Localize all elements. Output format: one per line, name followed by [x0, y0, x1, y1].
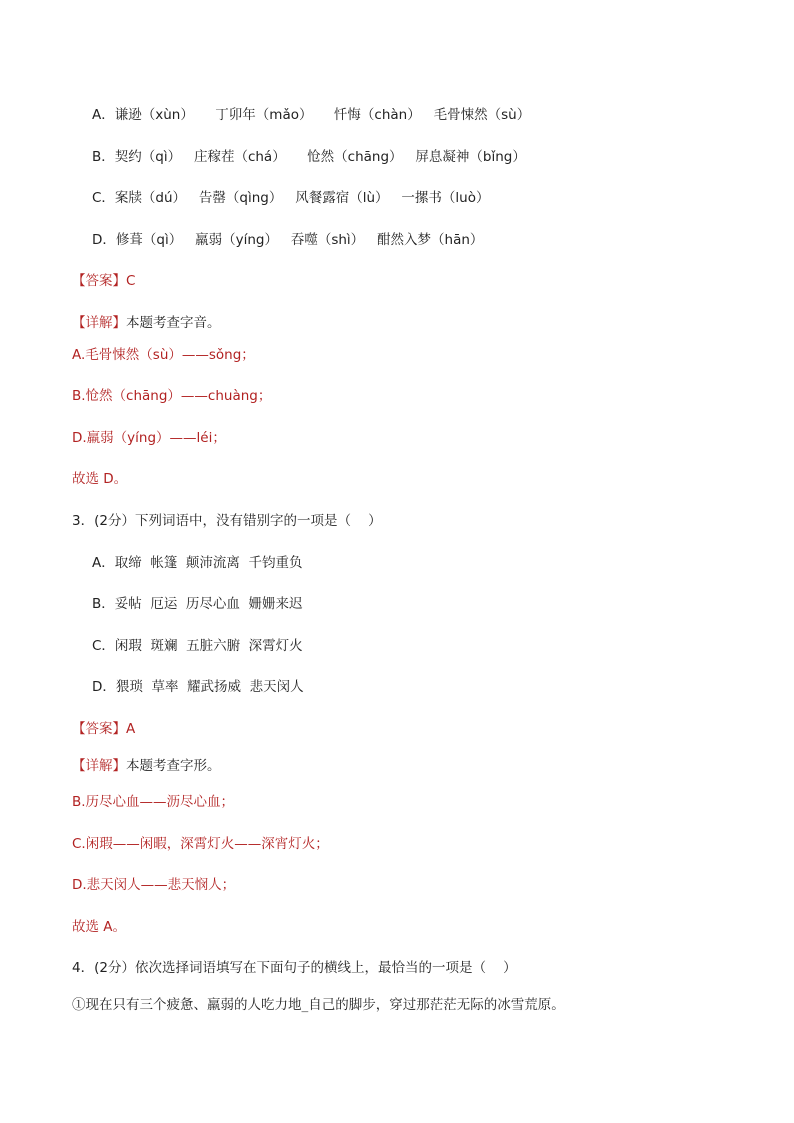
q3-detail-line [72, 756, 221, 776]
answer-value: C [126, 273, 136, 289]
q2-option-a: A．谦逊（xùn） 丁卯年（mǎo） 忏悔（chàn） 毛骨悚然（sù） [92, 107, 531, 123]
detail-text: 本题考查字形。 [126, 758, 221, 774]
q3-note-b: B.历尽心血——沥尽心血； [72, 794, 235, 810]
q3-note-d: D.悲天闵人——悲天悯人； [72, 877, 236, 893]
q3-option-a: A．取缔 帐篷 颠沛流离 千钧重负 [92, 555, 303, 571]
answer-value: A [126, 721, 136, 737]
answer-tag: 【答案】 [72, 273, 126, 289]
q2-note-a: A.毛骨悚然（sù）——sǒng； [72, 347, 255, 363]
q3-option-c: C．闲瑕 斑斓 五脏六腑 深霄灯火 [92, 638, 303, 654]
answer-tag: 【答案】 [72, 721, 126, 737]
q2-option-b: B．契约（qì） 庄稼茬（chá） 怆然（chāng） 屏息凝神（bǐng） [92, 149, 526, 165]
q2-option-d: D．修葺（qì） 羸弱（yíng） 吞噬（shì） 酣然入梦（hān） [92, 232, 484, 248]
q3-conclusion: 故选 A。 [72, 919, 127, 935]
q3-option-d: D．猥琐 草率 耀武扬威 悲天闵人 [92, 679, 304, 695]
q2-note-d: D.羸弱（yíng）——léi； [72, 430, 226, 446]
q3-stem: 3．(2分）下列词语中，没有错别字的一项是（ ） [72, 513, 382, 529]
q3-note-c: C.闲瑕——闲暇，深霄灯火——深宵灯火； [72, 836, 329, 852]
detail-tag: 【详解】 [72, 758, 126, 774]
q4-stem: 4．(2分）依次选择词语填写在下面句子的横线上，最恰当的一项是（ ） [72, 960, 517, 976]
detail-tag: 【详解】 [72, 315, 126, 331]
q4-sentence: ①现在只有三个疲惫、羸弱的人吃力地_自己的脚步，穿过那茫茫无际的冰雪荒原。 [72, 997, 565, 1013]
q3-answer-line [72, 719, 135, 739]
q3-option-b: B．妥帖 厄运 历尽心血 姗姗来迟 [92, 596, 303, 612]
detail-text: 本题考查字音。 [126, 315, 221, 331]
q2-detail-line [72, 313, 221, 333]
q2-conclusion: 故选 D。 [72, 471, 128, 487]
q2-option-c: C．案牍（dú） 告罄（qìng） 风餐露宿（lù） 一摞书（luò） [92, 190, 490, 206]
q2-note-b: B.怆然（chāng）——chuàng； [72, 388, 272, 404]
q2-answer-line [72, 271, 135, 291]
